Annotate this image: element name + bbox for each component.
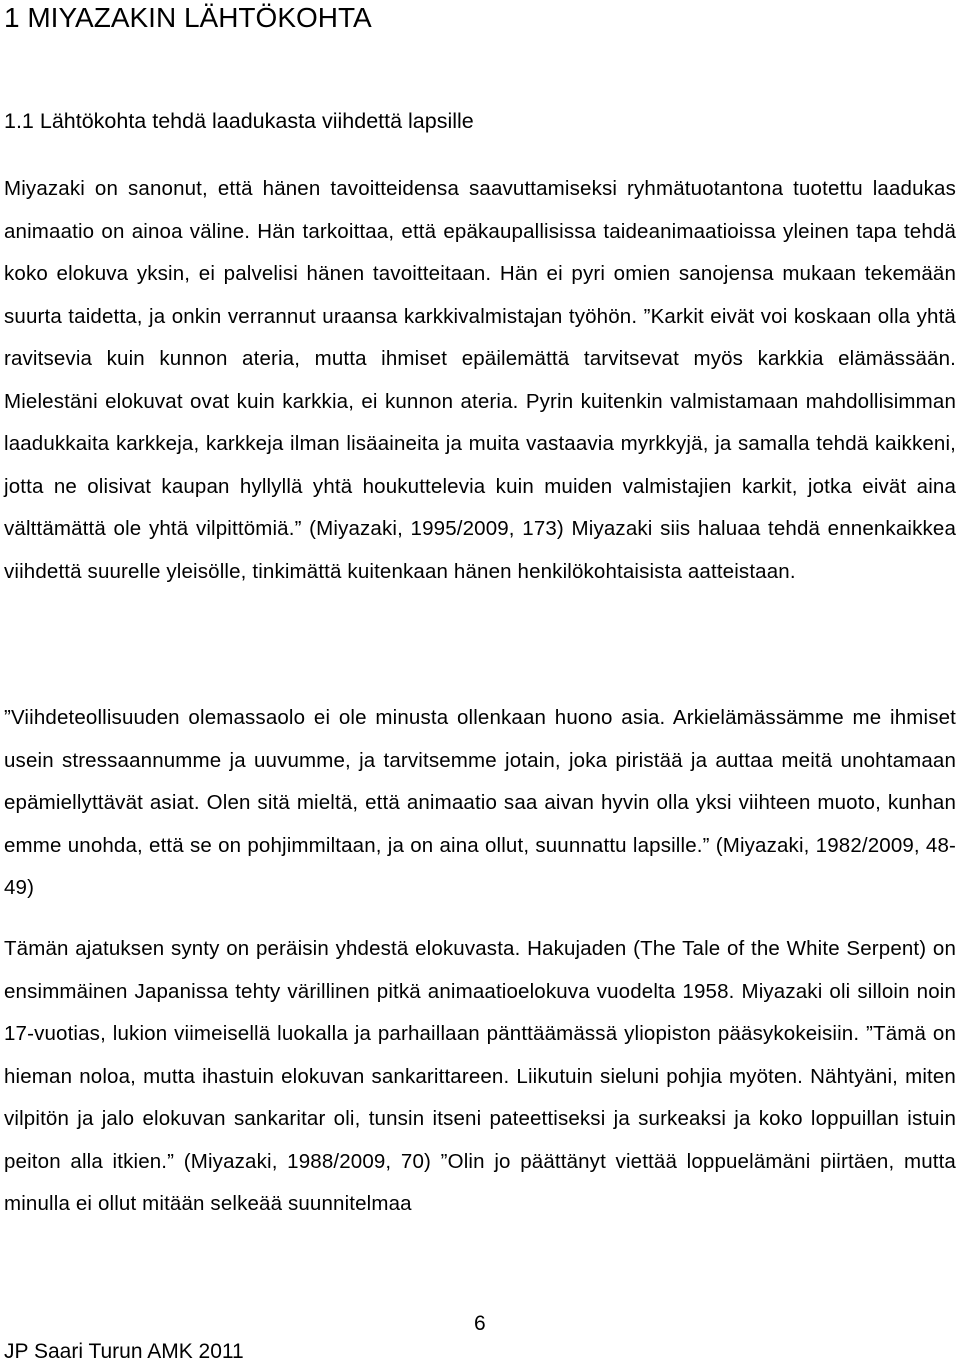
chapter-title: 1 MIYAZAKIN LÄHTÖKOHTA	[4, 2, 372, 33]
section-title: 1.1 Lähtökohta tehdä laadukasta viihdettä lapsille	[4, 109, 474, 133]
body-paragraph-3: Tämän ajatuksen synty on peräisin yhdestä elokuvasta. Hakujaden (The Tale of the White Serpent) on ensimmäinen Japanissa tehty värillinen pitkä animaatioelokuva vuodelta 1958. Miyazaki oli silloin noin 17-vuotias, lukion viimeisellä luokalla ja parhaillaan pänttäämässä yliopiston pääsykokeisiin. ”Tämä on hieman noloa, mutta ihastuin elokuvan sankarittareen. Liikutuin sieluni pohjia myöten. Nähtyäni, miten vilpitön ja jalo elokuvan sankaritar oli, tunsin itseni pateettiseksi ja surkeaksi ja koko loppuillan istuin peiton alla itkien.” (Miyazaki, 1988/2009, 70) ”Olin jo päättänyt viettää loppuelämäni piirtäen, mutta minulla ei ollut mitään selkeää suunnitelmaa	[4, 937, 956, 1215]
body-paragraph-2: ”Viihdeteollisuuden olemassaolo ei ole minusta ollenkaan huono asia. Arkielämässämme me ihmiset usein stressaannumme ja uuvumme, ja tarvitsemme jotain, joka piristää ja auttaa meitä unohtamaan epämiellyttävät asiat. Olen sitä mieltä, että animaatio saa aivan hyvin olla yksi viihteen muoto, kunhan emme unohda, että se on pohjimmiltaan, ja on aina ollut, suunnattu lapsille.” (Miyazaki, 1982/2009, 48-49)	[4, 706, 956, 899]
body-paragraph-1: Miyazaki on sanonut, että hänen tavoitteidensa saavuttamiseksi ryhmätuotantona tuotettu laadukas animaatio on ainoa väline. Hän tarkoittaa, että epäkaupallisissa taideanimaatioissa yleinen tapa tehdä koko elokuva yksin, ei palvelisi hänen tavoitteitaan. Hän ei pyri omien sanojensa mukaan tekemään suurta taidetta, ja onkin verrannut uraansa karkkivalmistajan työhön. ”Karkit eivät voi koskaan olla yhtä ravitsevia kuin kunnon ateria, mutta ihmiset epäilemättä tarvitsevat myös karkkia elämässään. Mielestäni elokuvat ovat kuin karkkia, ei kunnon ateria. Pyrin kuitenkin valmistamaan mahdollisimman laadukkaita karkkeja, karkkeja ilman lisäaineita ja muita vastaavia myrkkyjä, ja samalla tehdä kaikkeni, jotta ne olisivat kaupan hyllyllä yhtä houkuttelevia kuin muiden valmistajien karkit, jotka eivät aina välttämättä ole yhtä vilpittömiä.” (Miyazaki, 1995/2009, 173) Miyazaki siis haluaa tehdä ennenkaikkea viihdettä suurelle yleisölle, tinkimättä kuitenkaan hänen henkilökohtaisista aatteistaan.	[4, 177, 956, 583]
page-number: 6	[474, 1312, 486, 1335]
page-footer: JP Saari Turun AMK 2011	[4, 1340, 244, 1363]
